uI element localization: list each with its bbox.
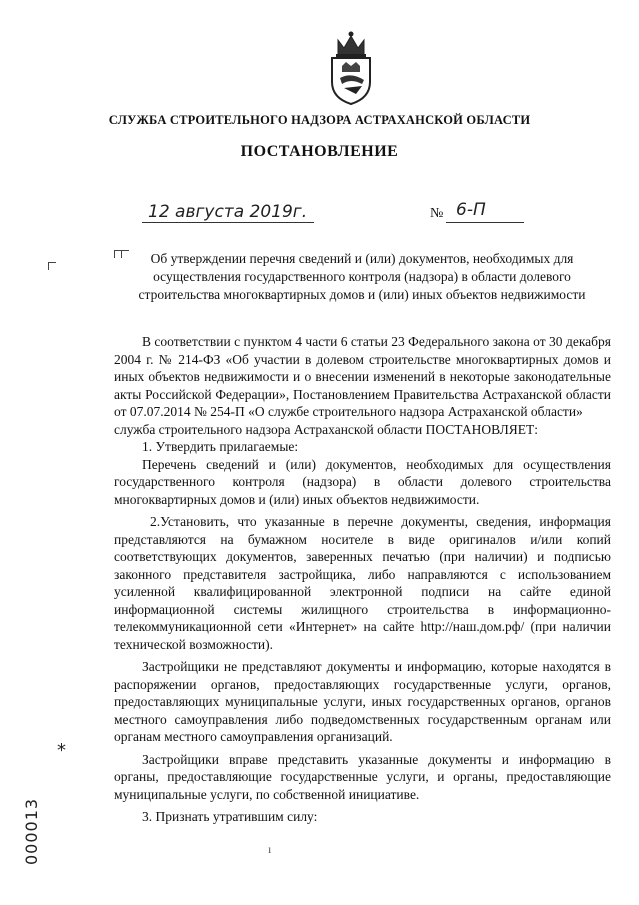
item-2-paragraph: 2.Установить, что указанные в перечне документы, сведения, информация представляются на бумажном носителе в виде оригиналов и/или копий соответствующих документов, заверенных печатью (при наличии) и подписью законного представителя застройщика, либо направляются с использованием усиленной квалифицированной электронной подписи на сайте единой информационной системы жилищного строительства в информационно-телекоммуникационной сети «Интернет» на сайте http://наш.дом.рф/ (при наличии технической возможности). [114,514,611,652]
margin-stamp-star: * [57,740,66,761]
date-underline [142,222,314,223]
astrakhan-coat-of-arms-icon [322,28,380,106]
number-label: № [430,206,444,221]
developers-paragraph-1: Застройщики не представляют документы и информацию, которые находятся в распоряжении органов, предоставляющих государственные услуги, органов, предоставляющих муниципальные услуги, иных государственных органов, органов местного самоуправления либо подведомственных государственным органам или органам местного самоуправления организаций. [114,659,611,744]
document-body [114,333,611,826]
document-subject: Об утверждении перечня сведений и (или) документов, необходимых для осуществления государственного контроля (надзора) в области долевого строительства многоквартирных домов и (или) иных объектов недвижимости [138,251,586,302]
intro-paragraph: В соответствии с пунктом 4 части 6 статьи 23 Федерального закона от 30 декабря 2004 г. № 214-ФЗ «Об участии в долевом строительстве многоквартирных домов и иных объектов недвижимости и о внесении изменений в некоторые законодательные акты Российской Федерации», Постановлением Правительства Астраханской области от 07.07.2014 № 254-П «О службе строительного надзора Астраханской области» [114,334,611,419]
number-underline [446,222,524,223]
organization-name: СЛУЖБА СТРОИТЕЛЬНОГО НАДЗОРА АСТРАХАНСКОЙ ОБЛАСТИ [108,113,531,127]
margin-corner-mark [48,262,56,270]
item-1-heading: 1. Утвердить прилагаемые: [142,439,299,454]
margin-stamp-number: 000013 [22,797,41,865]
document-number: 6-П [456,200,486,220]
item-3-heading: 3. Признать утратившим силу: [142,809,318,824]
developers-paragraph-2: Застройщики вправе представить указанные документы и информацию в органы, предоставляющие государственные услуги, и органы, предоставляющие муниципальные услуги, по собственной инициативе. [114,751,611,802]
bottom-mark: ı [268,842,272,856]
item-1-text: Перечень сведений и (или) документов, необходимых для осуществления государственного контроля (надзора) в области долевого строительства многоквартирных домов и (или) иных объектов недвижимости. [114,456,611,507]
document-date: 12 августа 2019г. [148,202,308,222]
document-type-title: ПОСТАНОВЛЕНИЕ [240,143,399,160]
decree-paragraph: служба строительного надзора Астраханской области ПОСТАНОВЛЯЕТ: [114,421,539,437]
